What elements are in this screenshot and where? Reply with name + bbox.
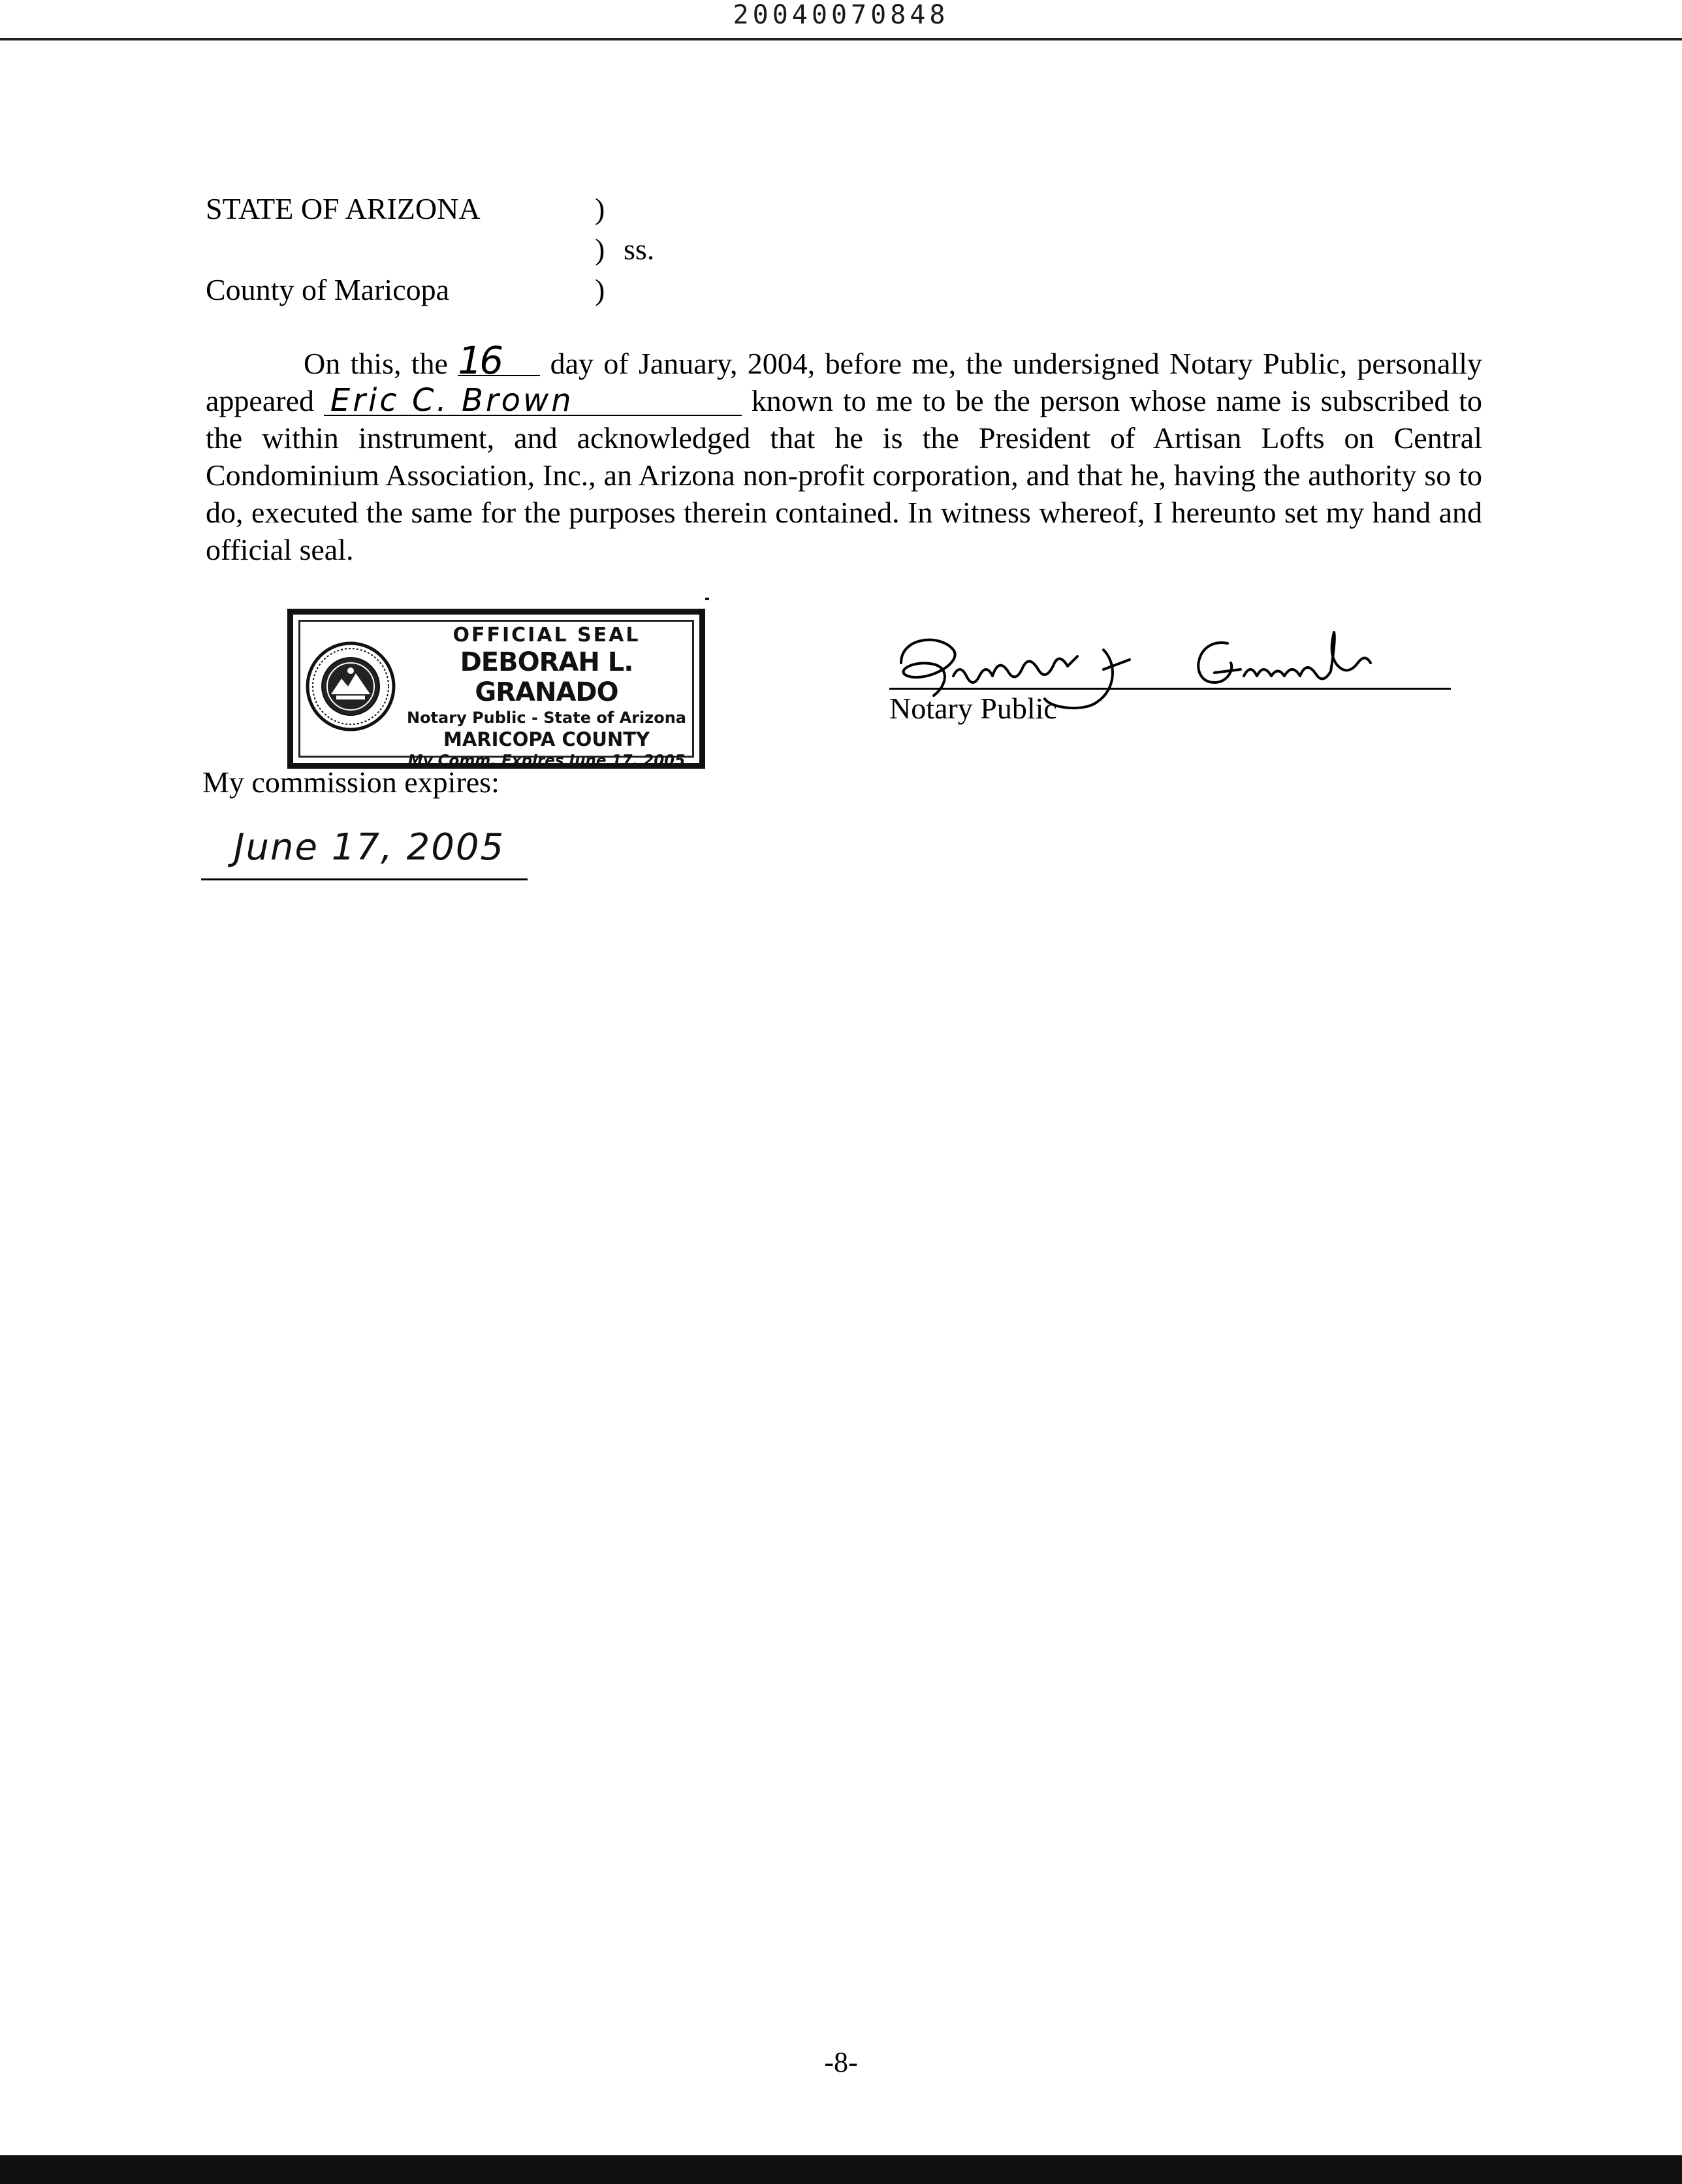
commission-label: My commission expires:	[202, 765, 500, 799]
top-border	[0, 38, 1682, 40]
venue-state: STATE OF ARIZONA	[206, 192, 481, 225]
seal-text-block	[403, 624, 690, 771]
seal-state-line: Notary Public - State of Arizona	[406, 709, 686, 727]
state-seal-emblem-icon	[305, 641, 396, 732]
day-handwritten: 16	[458, 346, 540, 376]
page-number: -8-	[824, 2046, 858, 2078]
official-seal-stamp	[287, 609, 705, 769]
notary-public-label: Notary Public	[889, 692, 1057, 725]
acknowledgment-paragraph	[206, 338, 1483, 568]
seal-notary-name: DEBORAH L. GRANADO	[460, 647, 633, 707]
seal-expires: My Comm. Expires June 17, 2005	[407, 752, 686, 769]
acknowledgment-text-3: known to me to be the person whose name is subscribed to the within instrument, and acknowledged that he is the President of Artisan Lofts on Central Condominium Association, Inc., an Arizona non-profit corporation, and that he, having the authority so to do, executed the same for the purposes therein contained. In witness whereof, I hereunto set my hand and official seal.	[206, 384, 1483, 566]
venue-paren: )	[595, 192, 605, 225]
commission-expiration-handwritten: June 17, 2005	[201, 822, 528, 880]
venue-paren: )	[595, 233, 605, 266]
seal-title: OFFICIAL SEAL	[452, 624, 641, 647]
bottom-scan-border	[0, 2155, 1682, 2184]
seal-mark	[705, 598, 709, 600]
appearer-name-handwritten: Eric C. Brown	[324, 386, 742, 416]
acknowledgment-text-2: day of January, 2004, before me, the undersigned Notary Public, personally appeared	[206, 347, 1483, 417]
venue-county: County of Maricopa	[206, 273, 450, 306]
venue-paren: )	[595, 273, 605, 306]
recording-number: 20040070848	[733, 0, 949, 30]
venue-ss: ss.	[624, 233, 655, 266]
seal-county: MARICOPA COUNTY	[443, 728, 650, 750]
acknowledgment-text-1: On this, the	[304, 347, 448, 380]
